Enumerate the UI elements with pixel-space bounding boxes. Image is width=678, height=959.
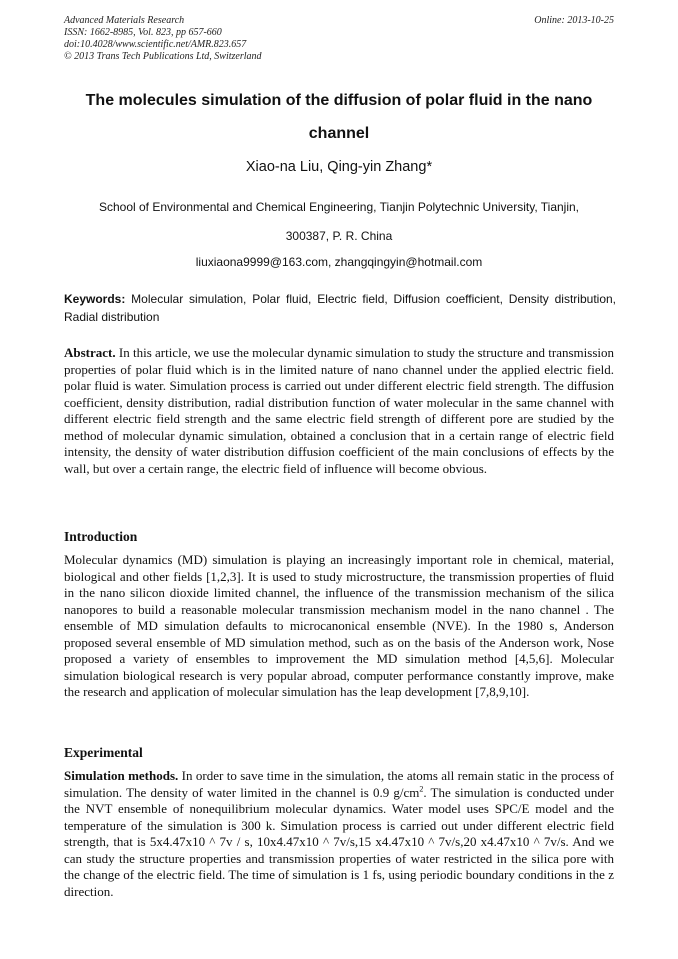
keywords-block [64, 290, 616, 326]
abstract-text: In this article, we use the molecular dynamic simulation to study the structure and transmission properties of polar fluid which is in the limited nature of nano channel under the applied electric field. polar fluid is water. Simulation process is carried out under different electric field strength. The diffusion coefficient, density distribution, radial distribution function of water molecular in the same channel with different electric field strength and the same electric field strength of different pore are studied by the method of molecular dynamic simulation, obtained a conclusion that in a certain range of electric field intensity, the density of water distribution diffusion coefficient of the main conclusions of effects by the wall, but over a certain range, the electric field of influence will become obvious. [64, 345, 614, 476]
affiliation [40, 193, 638, 251]
author-list: Xiao-na Liu, Qing-yin Zhang* [245, 159, 433, 175]
journal-name: Advanced Materials Research [64, 15, 185, 26]
introduction-text: Molecular dynamics (MD) simulation is playing an increasingly important role in chemical, material, biological and other fields [1,2,3]. It is used to study microstructure, the transmission properties of fluid in the nano silicon dioxide limited channel, the influence of the transmission mechanism of the silica nanopores to build a reasonable molecular transmission mechanism model in the nano channel . The ensemble of MD simulation defaults to microcanonical ensemble (NVE). In the 1980 s, Anderson proposed several ensemble of MD simulation method, such as on the basis of the Anderson work, Nose proposed a variety of ensembles to improvement the MD simulation method [4,5,6]. Molecular simulation biological research is very popular abroad, computer performance constantly improve, make the research and application of molecular simulation has the leap development [7,8,9,10]. [64, 552, 614, 699]
affiliation-line-1: School of Environmental and Chemical Engineering, Tianjin Polytechnic University, Tianjin, [98, 200, 580, 214]
keywords-text: Molecular simulation, Polar fluid, Electric field, Diffusion coefficient, Density distribution, Radial distribution [64, 292, 616, 324]
abstract-block [64, 345, 614, 477]
paper-title-line-1: The molecules simulation of the diffusion of polar fluid in the nano [85, 92, 593, 109]
simulation-methods-text-1: In order to save time in the simulation, the atoms all remain static in the process of simulation. The density of water limited in the channel is 0.9 g/cm [64, 768, 614, 800]
author-emails: liuxiaona9999@163.com, zhangqingyin@hotmail.com [195, 255, 483, 269]
experimental-text [64, 768, 614, 900]
online-date: Online: 2013-10-25 [534, 15, 614, 26]
simulation-methods-label: Simulation methods. [64, 768, 179, 783]
superscript-exponent: 2 [419, 784, 424, 794]
abstract-label: Abstract. [64, 345, 116, 360]
paper-title [40, 84, 638, 150]
affiliation-line-2: 300387, P. R. China [285, 229, 393, 243]
keywords-label: Keywords: [64, 292, 126, 306]
publication-meta [64, 15, 262, 63]
issn-info: ISSN: 1662-8985, Vol. 823, pp 657-660 [64, 27, 222, 38]
simulation-methods-text-2: . The simulation is conducted under the NVT ensemble of nonequilibrium molecular dynamics. Water model uses SPC/E model and the temperature of the simulation is 300 k. Simulation process is carried out under different electric field strength, that is 5x4.47x10 ^ 7v / s, 10x4.47x10 ^ 7v/s,15 x4.47x10 ^ 7v/s,20 x4.47x10 ^ 7v/s. And we can study the structure properties and transmission properties of water restricted in the silica pore with the change of the electric field. The time of simulation is 1 fs, using periodic boundary conditions in the z direction. [64, 784, 614, 899]
doi-info: doi:10.4028/www.scientific.net/AMR.823.657 [64, 39, 247, 50]
copyright-info: © 2013 Trans Tech Publications Ltd, Switzerland [64, 51, 262, 62]
paper-title-line-2: channel [308, 125, 370, 142]
experimental-heading: Experimental [64, 745, 143, 760]
introduction-heading: Introduction [64, 529, 138, 544]
